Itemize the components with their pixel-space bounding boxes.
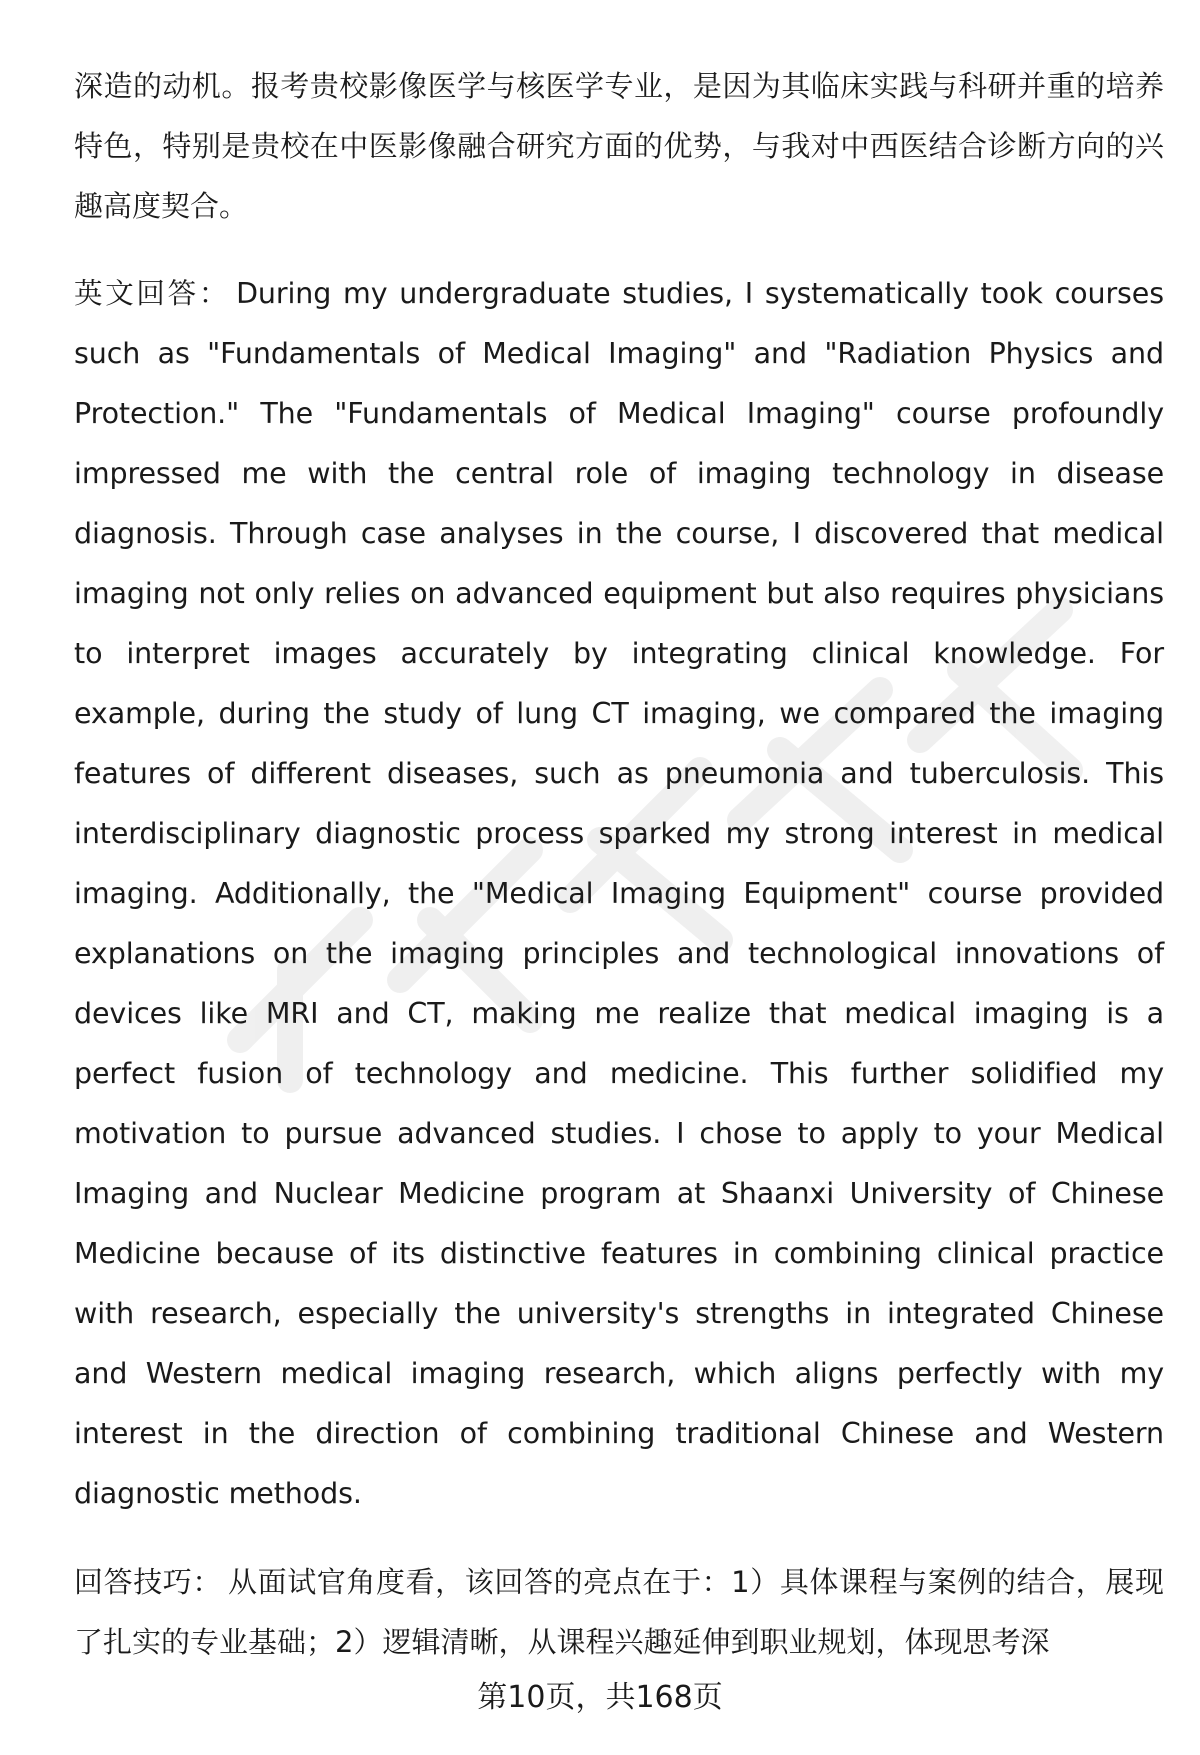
paragraph-chinese-intro: 深造的动机。报考贵校影像医学与核医学专业，是因为其临床实践与科研并重的培养特色，特别是贵校在中医影像融合研究方面的优势，与我对中西医结合诊断方向的兴趣高度契合。 — [74, 69, 1164, 223]
answer-tips-label: 回答技巧： — [74, 1565, 222, 1599]
document-page — [74, 56, 1164, 1700]
answer-tips-text: 从面试官角度看，该回答的亮点在于：1）具体课程与案例的结合，展现了扎实的专业基础；2）逻辑清晰，从课程兴趣延伸到职业规划，体现思考深 — [74, 1565, 1164, 1659]
paragraph-english-answer — [74, 264, 1164, 1524]
english-answer-text: During my undergraduate studies, I systematically took courses such as "Fundamentals of Medical Imaging" and "Radiation Physics and Protection." The "Fundamentals of Medical Imaging" course profoundly impressed me with the central role of imaging technology in disease diagnosis. Through case analyses in the course, I discovered that medical imaging not only relies on advanced equipment but also requires physicians to interpret images accurately by integrating clinical knowledge. For example, during the study of lung CT imaging, we compared the imaging features of different diseases, such as pneumonia and tuberculosis. This interdisciplinary diagnostic process sparked my strong interest in medical imaging. Additionally, the "Medical Imaging Equipment" course provided explanations on the imaging principles and technological innovations of devices like MRI and CT, making me realize that medical imaging is a perfect fusion of technology and medicine. This further solidified my motivation to pursue advanced studies. I chose to apply to your Medical Imaging and Nuclear Medicine program at Shaanxi University of Chinese Medicine because of its distinctive features in combining clinical practice with research, especially the university's strengths in integrated Chinese and Western medical imaging research, which aligns perfectly with my interest in the direction of combining traditional Chinese and Western diagnostic methods. — [74, 277, 1164, 1510]
paragraph-answer-tips — [74, 1552, 1164, 1672]
page-footer: 第10页，共168页 — [477, 1680, 723, 1715]
english-answer-label: 英文回答： — [74, 277, 231, 310]
